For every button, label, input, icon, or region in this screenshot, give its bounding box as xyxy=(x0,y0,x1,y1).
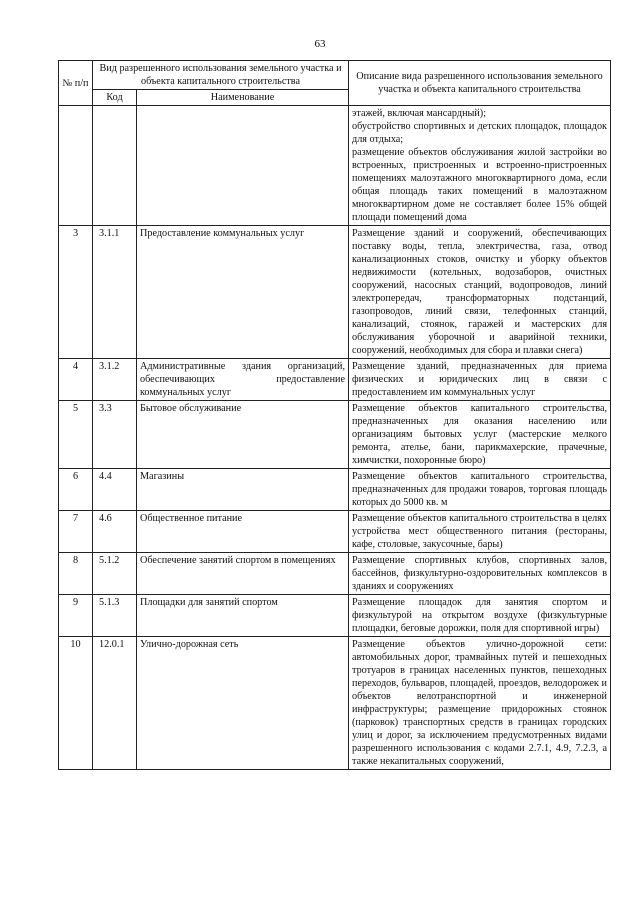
header-description: Описание вида разрешенного использования земельного участка и объекта капитального строительства xyxy=(349,61,611,106)
continuation-line: обустройство спортивных и детских площадок, площадок для отдыха; xyxy=(352,121,608,145)
continuation-line: размещение объектов обслуживания жилой застройки во встроенных, пристроенных и встроенно-пристроенных помещениях малоэтажного многоквартирного дома, если общая площадь таких помещений в малоэтажном многоквартирном доме не составляет более 15% общей площади помещений дома xyxy=(352,147,608,223)
cell-name: Общественное питание xyxy=(137,511,349,553)
cell-code: 3.1.2 xyxy=(93,359,137,401)
cell-code: 5.1.3 xyxy=(93,595,137,637)
cell-number: 9 xyxy=(59,595,93,637)
cell-code: 12.0.1 xyxy=(93,637,137,770)
cell-name: Административные здания организаций, обеспечивающих предоставление коммунальных услуг xyxy=(137,359,349,401)
permitted-use-table xyxy=(58,60,611,770)
cell-number: 4 xyxy=(59,359,93,401)
cell-description: Размещение объектов капитального строительства в целях устройства мест общественного питания (рестораны, кафе, столовые, закусочные, бары) xyxy=(349,511,611,553)
header-number: № п/п xyxy=(59,61,93,106)
table-row-continuation xyxy=(59,106,611,226)
cell-number: 8 xyxy=(59,553,93,595)
cell-description: Размещение зданий и сооружений, обеспечивающих поставку воды, тепла, электричества, газа, отвод канализационных стоков, очистку и уборку объектов недвижимости (котельных, водозаборов, очистных сооружений, насосных станций, водопроводов, линий электропередач, трансформаторных подстанций, газопроводов, линий связи, телефонных станций, канализаций, стоянок, гаражей и мастерских для обслуживания уборочной и аварийной техники, сооружений, необходимых для сбора и плавки снега) xyxy=(349,226,611,359)
cell-code: 5.1.2 xyxy=(93,553,137,595)
cell-number xyxy=(59,106,93,226)
continuation-line: этажей, включая мансардный); xyxy=(352,108,487,119)
cell-number: 10 xyxy=(59,637,93,770)
header-name: Наименование xyxy=(137,90,349,106)
cell-description xyxy=(349,106,611,226)
cell-name: Обеспечение занятий спортом в помещениях xyxy=(137,553,349,595)
table-row xyxy=(59,359,611,401)
cell-description: Размещение объектов капитального строительства, предназначенных для продажи товаров, торговая площадь которых до 5000 кв. м xyxy=(349,469,611,511)
cell-number: 6 xyxy=(59,469,93,511)
table-row xyxy=(59,401,611,469)
cell-code: 3.3 xyxy=(93,401,137,469)
cell-description: Размещение спортивных клубов, спортивных залов, бассейнов, физкультурно-оздоровительных комплексов в зданиях и сооружениях xyxy=(349,553,611,595)
table-row xyxy=(59,511,611,553)
cell-code: 4.4 xyxy=(93,469,137,511)
cell-number: 7 xyxy=(59,511,93,553)
cell-name: Бытовое обслуживание xyxy=(137,401,349,469)
cell-name xyxy=(137,106,349,226)
cell-name: Площадки для занятий спортом xyxy=(137,595,349,637)
table-row xyxy=(59,469,611,511)
cell-name: Магазины xyxy=(137,469,349,511)
cell-description: Размещение объектов капитального строительства, предназначенных для оказания населению или организациям бытовых услуг (мастерские мелкого ремонта, ателье, бани, парикмахерские, прачечные, химчистки, похоронные бюро) xyxy=(349,401,611,469)
cell-description: Размещение объектов улично-дорожной сети: автомобильных дорог, трамвайных путей и пешеходных тротуаров в границах населенных пунктов, пешеходных переходов, бульваров, площадей, проездов, велодорожек и объектов велотранспортной и инженерной инфраструктуры; размещение придорожных стоянок (парковок) транспортных средств в границах городских улиц и дорог, за исключением предусмотренных видами разрешенного использования с кодами 2.7.1, 4.9, 7.2.3, а также некапитальных сооружений, xyxy=(349,637,611,770)
table-row xyxy=(59,595,611,637)
cell-name: Предоставление коммунальных услуг xyxy=(137,226,349,359)
cell-code: 4.6 xyxy=(93,511,137,553)
table-row xyxy=(59,226,611,359)
cell-description: Размещение площадок для занятия спортом и физкультурой на открытом воздухе (физкультурные площадки, беговые дорожки, поля для спортивной игры) xyxy=(349,595,611,637)
cell-number: 3 xyxy=(59,226,93,359)
cell-code xyxy=(93,106,137,226)
header-use-group: Вид разрешенного использования земельного участка и объекта капитального строительства xyxy=(93,61,349,90)
header-code: Код xyxy=(93,90,137,106)
cell-code: 3.1.1 xyxy=(93,226,137,359)
page-number: 63 xyxy=(314,38,326,50)
cell-description: Размещение зданий, предназначенных для приема физических и юридических лиц в связи с предоставлением им коммунальных услуг xyxy=(349,359,611,401)
cell-name: Улично-дорожная сеть xyxy=(137,637,349,770)
header-row-1 xyxy=(59,61,611,90)
cell-number: 5 xyxy=(59,401,93,469)
table-row xyxy=(59,553,611,595)
table-row xyxy=(59,637,611,770)
